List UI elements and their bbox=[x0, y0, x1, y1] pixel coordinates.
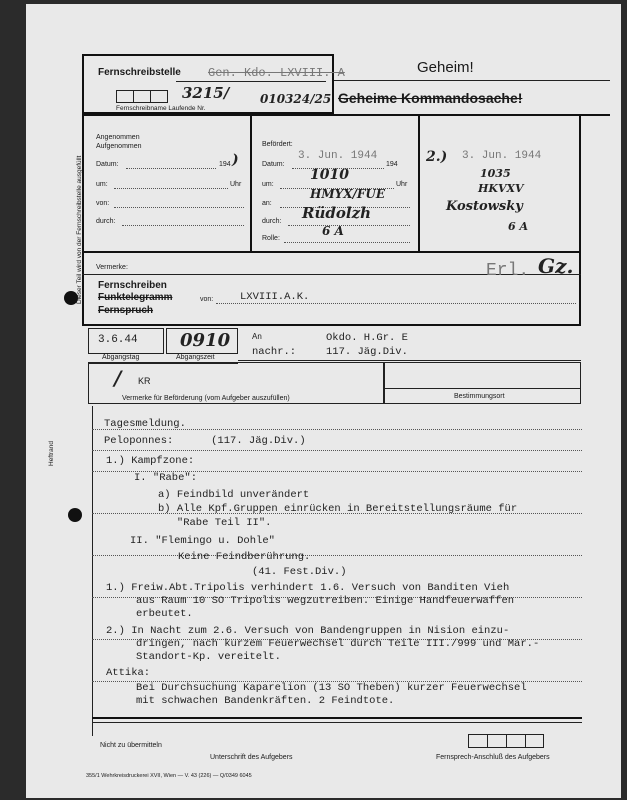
befoerdert-datum-label: Datum: bbox=[262, 161, 285, 168]
laufende-nr-boxes bbox=[116, 90, 168, 103]
body-line-11: 1.) Freiw.Abt.Tripolis verhindert 1.6. Versuch von Banditen Vieh bbox=[106, 582, 510, 594]
funktelegramm-label: Funktelegramm bbox=[98, 292, 173, 303]
body-line-12: aus Raum 10 SO Tripolis wegzutreiben. Einige Handfeuerwaffen bbox=[136, 595, 515, 607]
type-von-value: LXVIII.A.K. bbox=[240, 291, 310, 303]
geheime-kommandosache-struck: Geheime Kommandosache! bbox=[338, 90, 523, 106]
fernspruch-label: Fernspruch bbox=[98, 305, 154, 316]
laufende-nr-hand: 3215/ bbox=[182, 84, 230, 102]
body-line-18: Bei Durchsuchung Kaparelion (13 SO Theben) kurzer Feuerwechsel bbox=[136, 682, 527, 694]
punch-hole-bottom bbox=[68, 508, 82, 522]
angenommen-datum-label: Datum: bbox=[96, 161, 119, 168]
geheim-label: Geheim! bbox=[417, 59, 474, 76]
side-note: Dieser Teil wird von der Fernschreibstelle ausgefüllt bbox=[76, 155, 83, 304]
body-line-16: Standort-Kp. vereitelt. bbox=[136, 651, 281, 663]
fernsprech-label: Fernsprech-Anschluß des Aufgebers bbox=[436, 754, 550, 761]
angenommen-von-label: von: bbox=[96, 200, 110, 207]
body-line-14: 2.) In Nacht zum 2.6. Versuch von Bandengruppen in Nision einzu- bbox=[106, 625, 510, 637]
kr-mark: KR bbox=[138, 376, 151, 386]
body-line-9: Keine Feindberührung. bbox=[178, 551, 311, 563]
befoerdert-datum-stamp: 3. Jun. 1944 bbox=[298, 150, 378, 162]
reference-hand: 010324/25 bbox=[260, 92, 332, 106]
angenommen-year-label: 194 bbox=[219, 161, 231, 168]
an-line2: 117. Jäg.Div. bbox=[326, 346, 408, 358]
fernschreiben-label: Fernschreiben bbox=[98, 280, 167, 291]
angenommen-year-mark: ) bbox=[232, 152, 239, 168]
abgangstag-label: Abgangstag bbox=[102, 354, 140, 361]
body-line-17: Attika: bbox=[106, 667, 151, 679]
body-line-19: mit schwachen Bandenkräften. 2 Feindtote. bbox=[136, 695, 395, 707]
nicht-zu-uebermitteln: Nicht zu übermitteln bbox=[100, 742, 162, 749]
second-rolle-value: 6 A bbox=[508, 220, 529, 233]
befoerdert-um-label: um: bbox=[262, 181, 274, 188]
vermerke-initial: Gz. bbox=[538, 254, 574, 278]
teletype-form bbox=[26, 4, 621, 798]
befoerdert-year-label: 194 bbox=[386, 161, 398, 168]
body-line-13: erbeutet. bbox=[136, 608, 193, 620]
aufgenommen-label: Aufgenommen bbox=[96, 143, 142, 150]
body-line-3: 1.) Kampfzone: bbox=[106, 455, 195, 467]
second-number: 2.) bbox=[426, 149, 448, 165]
second-durch-value: Kostowsky bbox=[446, 199, 523, 214]
gen-kdo-struck: Gen. Kdo. LXVIII. A bbox=[208, 66, 345, 80]
befoerdert-durch-value: Rüdolzh bbox=[302, 204, 371, 222]
befoerdert-uhr-label: Uhr bbox=[396, 181, 408, 188]
befoerdert-rolle-label: Rolle: bbox=[262, 235, 280, 242]
angenommen-uhr-label: Uhr bbox=[230, 181, 242, 188]
abgangszeit-value: 0910 bbox=[180, 330, 231, 351]
angenommen-label: Angenommen bbox=[96, 134, 140, 141]
befoerdert-an-value: HMYX/FUE bbox=[310, 187, 386, 201]
body-line-8: II. "Flemingo u. Dohle" bbox=[130, 535, 275, 547]
second-an-value: HKVXV bbox=[478, 182, 524, 195]
befoerdert-durch-label: durch: bbox=[262, 218, 282, 225]
laufende-nr-label: Fernschreibname Laufende Nr. bbox=[116, 105, 206, 112]
fernschreibstelle-label: Fernschreibstelle bbox=[98, 67, 181, 78]
second-um-value: 1035 bbox=[480, 167, 511, 180]
body-line-6: b) Alle Kpf.Gruppen einrücken in Bereitstellungsräume für bbox=[158, 503, 518, 515]
nachr-label: nachr.: bbox=[252, 346, 297, 358]
kr-mark-stroke: / bbox=[114, 366, 122, 390]
type-von-label: von: bbox=[200, 296, 214, 303]
angenommen-durch-label: durch: bbox=[96, 218, 116, 225]
bestimmungsort-label: Bestimmungsort bbox=[454, 393, 505, 400]
body-line-15: dringen, nach kurzem Feuerwechsel durch Teile III./999 und Mar.- bbox=[136, 638, 540, 650]
druck-info: 355/1 Wehrkreisdruckerei XVII, Wien — V. 43 (226) — Q/0349 6045 bbox=[86, 773, 252, 779]
unterschrift-label: Unterschrift des Aufgebers bbox=[210, 754, 293, 761]
angenommen-um-label: um: bbox=[96, 181, 108, 188]
body-line-7: "Rabe Teil II". bbox=[158, 517, 272, 529]
befoerdert-an-label: an: bbox=[262, 200, 272, 207]
second-datum-stamp: 3. Jun. 1944 bbox=[462, 150, 542, 162]
befoerdert-rolle-value: 6 A bbox=[322, 224, 344, 238]
an-label: An bbox=[252, 332, 262, 341]
an-line1: Okdo. H.Gr. E bbox=[326, 332, 408, 344]
body-line-5: a) Feindbild unverändert bbox=[158, 489, 310, 501]
body-line-4: I. "Rabe": bbox=[134, 472, 198, 484]
body-line-1: Tagesmeldung. bbox=[104, 418, 186, 430]
body-line-10: (41. Fest.Div.) bbox=[252, 566, 347, 578]
vermerke-befoerderung-label: Vermerke für Beförderung (vom Aufgeber auszufüllen) bbox=[122, 395, 290, 402]
befoerdert-um-value: 1010 bbox=[310, 167, 349, 183]
abgangstag-value: 3.6.44 bbox=[98, 334, 138, 346]
body-line-2: Peloponnes: (117. Jäg.Div.) bbox=[104, 435, 306, 447]
vermerke-label: Vermerke: bbox=[96, 264, 128, 271]
vermerke-stamp: Erl. bbox=[486, 261, 530, 281]
befoerdert-label: Befördert: bbox=[262, 141, 293, 148]
heftrand-label: Heftrand bbox=[48, 441, 55, 466]
abgangszeit-label: Abgangszeit bbox=[176, 354, 215, 361]
